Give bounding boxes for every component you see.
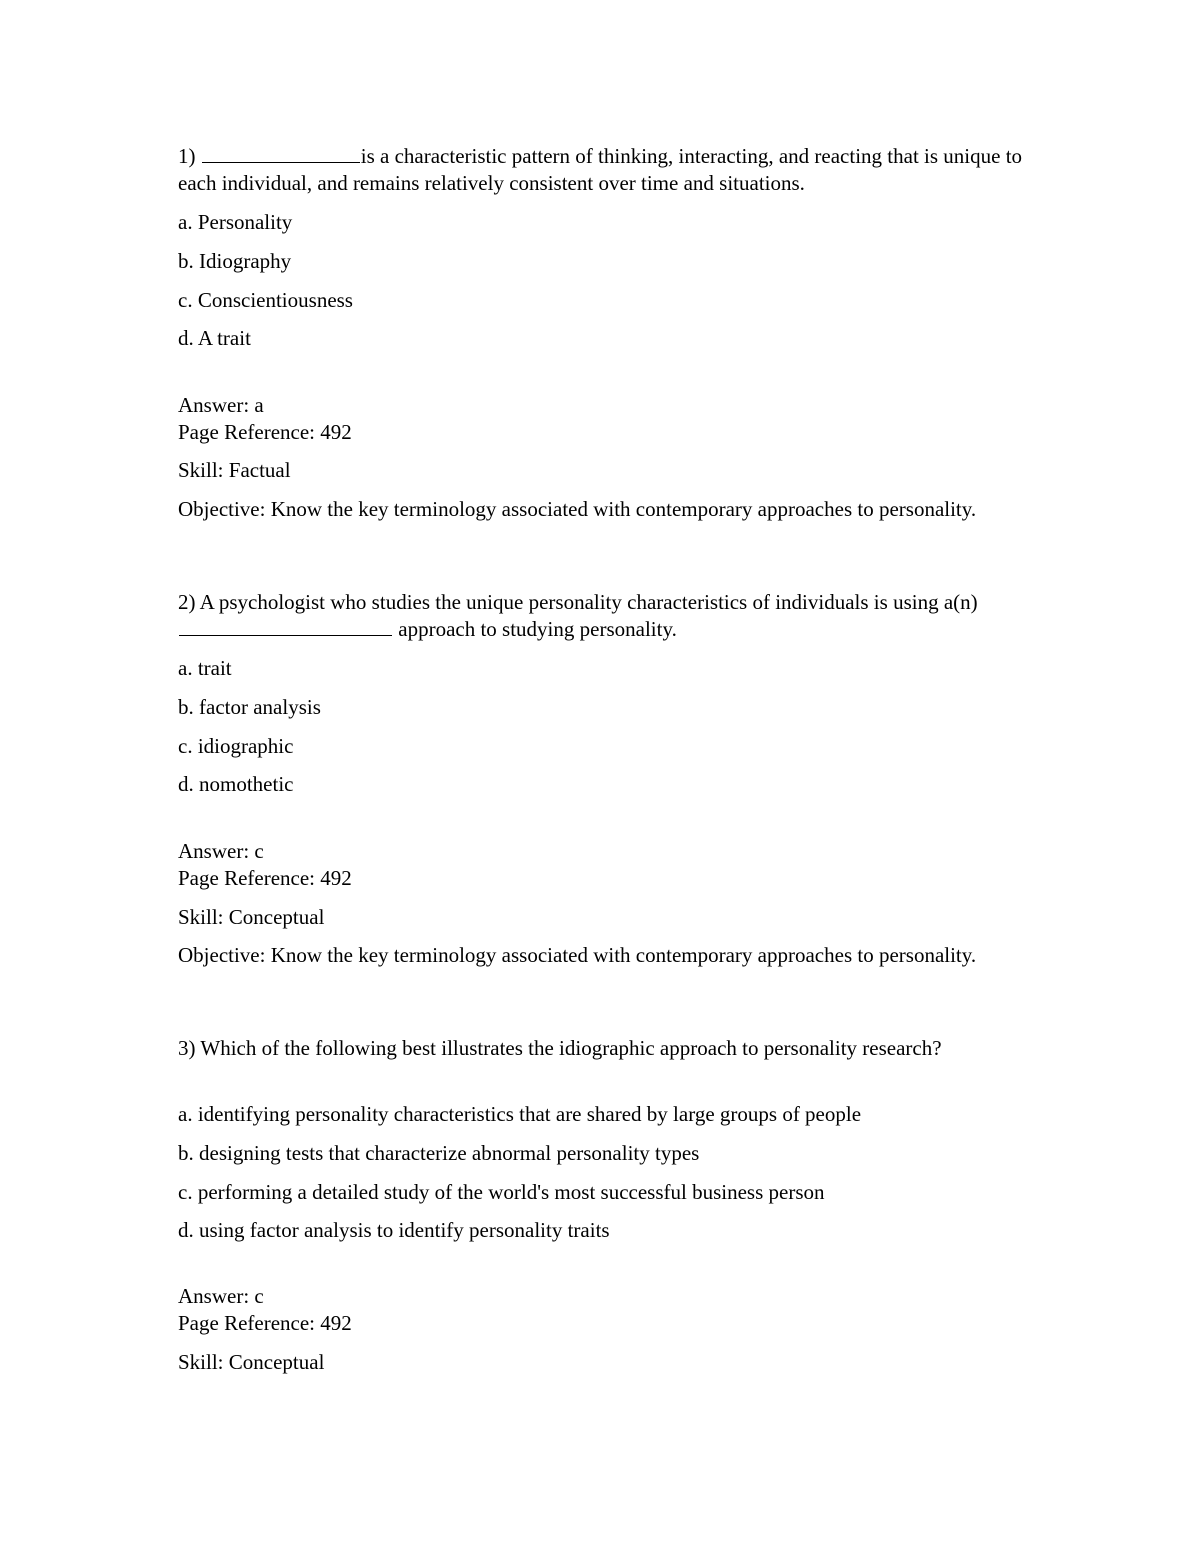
question-2-stem-text-before: A psychologist who studies the unique personality characteristics of individuals is using a(n) bbox=[199, 590, 978, 614]
question-3-stem bbox=[178, 1035, 968, 1062]
question-2-option-c: c. idiographic bbox=[178, 734, 294, 758]
question-3-stem-text: Which of the following best illustrates the idiographic approach to personality research? bbox=[200, 1036, 942, 1060]
question-1-blank bbox=[202, 143, 360, 163]
question-1-objective: Objective: Know the key terminology associated with contemporary approaches to personality. bbox=[178, 497, 977, 521]
question-1-page-reference: Page Reference: 492 bbox=[178, 420, 352, 444]
question-3-option-a: a. identifying personality characteristics that are shared by large groups of people bbox=[178, 1102, 862, 1126]
question-1-skill: Skill: Factual bbox=[178, 458, 291, 482]
question-1-option-b: b. Idiography bbox=[178, 249, 292, 273]
question-1-option-c: c. Conscientiousness bbox=[178, 288, 353, 312]
question-1-number: 1) bbox=[178, 144, 196, 168]
question-2-stem bbox=[178, 589, 988, 643]
question-1-stem-text: is a characteristic pattern of thinking, interacting, and reacting that is unique to each individual, and remains relatively consistent over time and situations. bbox=[178, 144, 1023, 195]
question-1-stem bbox=[178, 143, 1028, 197]
question-2-option-d: d. nomothetic bbox=[178, 772, 294, 796]
question-2-blank bbox=[179, 616, 392, 636]
question-3-option-d: d. using factor analysis to identify personality traits bbox=[178, 1218, 610, 1242]
question-2-option-a: a. trait bbox=[178, 656, 232, 680]
question-2-option-b: b. factor analysis bbox=[178, 695, 321, 719]
question-2-stem-text-after: approach to studying personality. bbox=[398, 617, 677, 641]
question-1-option-d: d. A trait bbox=[178, 326, 251, 350]
question-2-number: 2) bbox=[178, 590, 196, 614]
question-2-page-reference: Page Reference: 492 bbox=[178, 866, 352, 890]
question-1-option-a: a. Personality bbox=[178, 210, 293, 234]
question-3-skill: Skill: Conceptual bbox=[178, 1350, 325, 1374]
question-3-option-c: c. performing a detailed study of the world's most successful business person bbox=[178, 1180, 825, 1204]
question-3-number: 3) bbox=[178, 1036, 196, 1060]
question-2-answer: Answer: c bbox=[178, 839, 264, 863]
question-2-objective: Objective: Know the key terminology associated with contemporary approaches to personality. bbox=[178, 943, 977, 967]
question-3-answer: Answer: c bbox=[178, 1284, 264, 1308]
question-2-skill: Skill: Conceptual bbox=[178, 905, 325, 929]
question-3-page-reference: Page Reference: 492 bbox=[178, 1311, 352, 1335]
question-1-answer: Answer: a bbox=[178, 393, 264, 417]
question-3-option-b: b. designing tests that characterize abnormal personality types bbox=[178, 1141, 700, 1165]
